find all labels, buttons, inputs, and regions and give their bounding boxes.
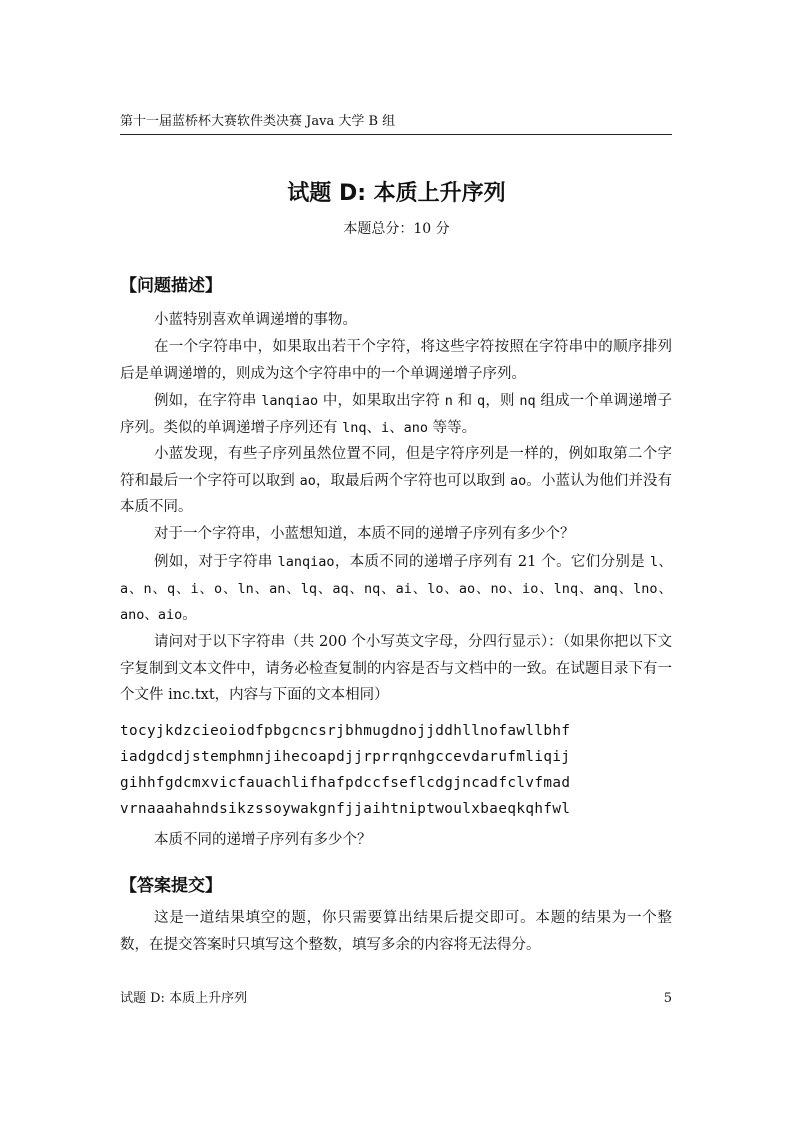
- section-answer-submission: 【答案提交】: [120, 876, 222, 896]
- input-string-line: gihhfgdcmxvicfauachlifhafpdccfseflcdgjncadfclvfmad: [120, 775, 571, 791]
- paragraph-example-2: [120, 549, 672, 629]
- text-fragment: 中，如果取出字符: [318, 393, 445, 409]
- text-fragment: 。小蓝认为他们并没有本质不同。: [120, 472, 673, 515]
- section-problem-description: 【问题描述】: [120, 276, 222, 296]
- problem-title: 试题 D: 本质上升序列: [287, 181, 506, 206]
- text-fragment: 组成一个单调递增子序列。类似的单调递增子序列还有: [120, 393, 672, 436]
- code-i: i: [381, 419, 390, 436]
- paragraph-input-note: 请问对于以下字符串（共 200 个小写英文字母，分四行显示）：（如果你把以下文字复制到文本文件中，请务必检查复制的内容是否与文档中的一致。在试题目录下有一个文件 inc.txt，内容与下面的文本相同）: [120, 634, 672, 703]
- subsequence-list: l、a、n、q、i、o、ln、an、lq、aq、nq、ai、lo、ao、no、io、lnq、anq、lno、ano、aio: [120, 554, 673, 623]
- text-fragment: 等等。: [428, 419, 477, 436]
- code-lnq: lnq: [342, 419, 367, 436]
- text-fragment: 小蓝发现，有些子序列虽然位置不同，但是字符序列是一样的，例如取第二个字符和最后一个字符可以取到: [120, 446, 672, 489]
- input-string-line: tocyjkdzcieoiodfpbgcncsrjbhmugdnojjddhllnofawllbhf: [120, 723, 571, 739]
- page-number: 5: [663, 991, 672, 1006]
- text-fragment: ，则: [485, 393, 520, 409]
- code-lanqiao: lanqiao: [261, 393, 319, 409]
- text-fragment: 例如，在字符串: [154, 393, 262, 409]
- paragraph-question: 对于一个字符串，小蓝想知道，本质不同的递增子序列有多少个？: [154, 526, 575, 542]
- code-lanqiao: lanqiao: [277, 554, 335, 570]
- paragraph-example-1: [120, 388, 672, 441]
- paragraph-observation: [120, 441, 672, 521]
- code-ao: ao: [299, 472, 316, 489]
- page-footer: [120, 990, 672, 1008]
- code-ao: ao: [510, 472, 527, 489]
- code-q: q: [477, 393, 486, 409]
- paragraph-final-question: 本质不同的递增子序列有多少个？: [154, 832, 372, 848]
- code-n: n: [444, 393, 453, 409]
- code-nq: nq: [519, 393, 536, 409]
- paragraph-intro: 小蓝特别喜欢单调递增的事物。: [154, 312, 357, 328]
- input-string-line: iadgdcdjstemphmnjihecoapdjjrprrqnhgccevdarufmliqij: [120, 749, 571, 765]
- footer-title: 试题 D: 本质上升序列: [120, 991, 248, 1006]
- paragraph-definition: 在一个字符串中，如果取出若干个字符，将这些字符按照在字符串中的顺序排列后是单调递增的，则成为这个字符串中的一个单调递增子序列。: [120, 339, 672, 382]
- text-fragment: 。: [182, 607, 197, 623]
- text-fragment: 和: [452, 393, 478, 409]
- input-string-block: [120, 718, 672, 822]
- text-fragment: 例如，对于字符串: [154, 554, 278, 570]
- text-fragment: ，取最后两个字符也可以取到: [315, 472, 511, 489]
- text-fragment: 、: [389, 419, 404, 436]
- code-ano: ano: [403, 419, 429, 436]
- text-fragment: 、: [366, 419, 381, 436]
- text-fragment: ，本质不同的递增子序列有 21 个。它们分别是: [334, 554, 651, 570]
- problem-score: 本题总分：10 分: [343, 221, 450, 237]
- input-string-line: vrnaaahahndsikzssoywakgnfjjaihtniptwoulxbaeqkqhfwl: [120, 801, 571, 817]
- running-header: 第十一届蓝桥杯大赛软件类决赛 Java 大学 B 组: [120, 114, 672, 135]
- paragraph-answer-instructions: 这是一道结果填空的题，你只需要算出结果后提交即可。本题的结果为一个整数，在提交答案时只填写这个整数，填写多余的内容将无法得分。: [120, 910, 672, 953]
